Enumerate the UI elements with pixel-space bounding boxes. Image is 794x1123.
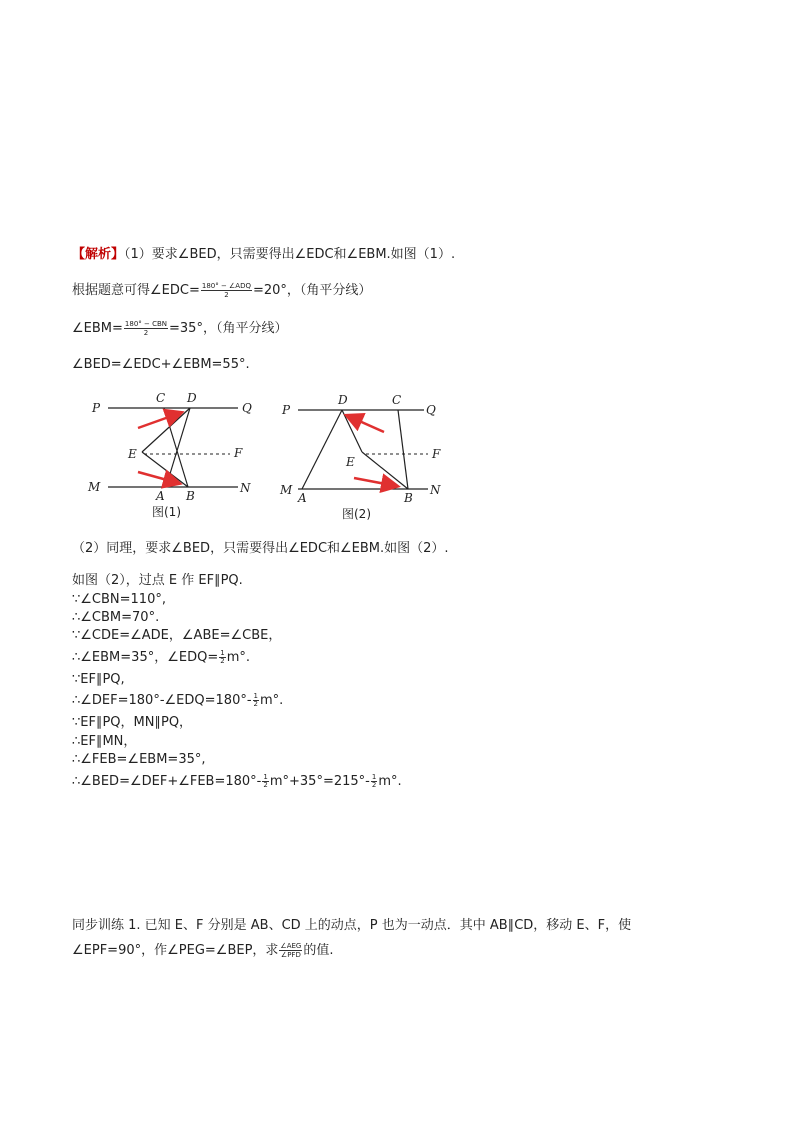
fraction-edc: $\frac{\text{180° − ∠ADQ}}{2}$	[201, 282, 251, 299]
training-line-1: 同步训练 1. 已知 E、F 分别是 AB、CD 上的动点，P 也为一动点．其中 AB∥CD，移动 E、F，使	[72, 918, 632, 933]
arrow-upper	[348, 416, 384, 432]
segment-da	[302, 410, 342, 489]
label-m: M	[280, 483, 293, 497]
segment-da	[166, 408, 190, 487]
part2-line-10: ∴EF∥MN，	[72, 734, 137, 749]
fraction-half: $\frac{1}{2}$	[263, 773, 268, 789]
fraction-ebm: $\frac{\text{180° − CBN}}{2}$	[124, 320, 168, 337]
label-q: Q	[426, 403, 436, 417]
arrow-upper	[138, 413, 180, 428]
segment-cb	[398, 410, 408, 489]
fraction-aeg-pfd: $\frac{\text{∠AEG}}{\text{∠PFD}}$	[280, 942, 302, 959]
fraction-half: $\frac{1}{2}$	[253, 692, 258, 708]
label-n: N	[430, 483, 441, 497]
part2-line-4: ∴∠CBM=70°.	[72, 610, 160, 625]
label-e: E	[128, 447, 137, 461]
part2-line-3: ∵∠CBN=110°,	[72, 592, 166, 607]
label-a: A	[298, 491, 307, 505]
figure-1-caption: 图(1)	[152, 505, 181, 519]
fraction-half: $\frac{1}{2}$	[371, 773, 377, 789]
label-m: M	[88, 480, 101, 494]
label-p: P	[282, 403, 291, 417]
part2-line-5: ∵∠CDE=∠ADE，∠ABE=∠CBE，	[72, 628, 282, 643]
figure-1	[80, 386, 270, 522]
part2-line-6: ∴∠EBM=35°，∠EDQ= $\frac{1}{2}$ m°.	[72, 649, 250, 665]
label-f: F	[234, 446, 243, 460]
label-n: N	[240, 481, 251, 495]
analysis-line-2: 根据题意可得∠EDC= $\frac{\text{180° − ∠ADQ}}{2}$ =20°，（角平分线）	[72, 282, 372, 299]
analysis-line-3: ∠EBM= $\frac{\text{180° − CBN}}{2}$ =35°，（角平分线）	[72, 320, 288, 337]
part2-line-8: ∴∠DEF=180°-∠EDQ=180°- $\frac{1}{2}$ m°.	[72, 692, 284, 708]
figure-2	[276, 388, 466, 524]
analysis-line-1: 【解析】（1）要求∠BED，只需要得出∠EDC和∠EBM.如图（1）.	[72, 247, 456, 262]
label-c: C	[156, 391, 166, 405]
segment-cb	[164, 408, 188, 487]
label-q: Q	[242, 401, 252, 415]
part2-line-1: （2）同理，要求∠BED，只需要得出∠EDC和∠EBM.如图（2）.	[72, 541, 449, 556]
segment-eb	[142, 452, 188, 487]
label-b: B	[404, 491, 413, 505]
training-line-2: ∠EPF=90°，作∠PEG=∠BEP，求 $\frac{\text{∠AEG}}{\text{∠PFD}}$ 的值.	[72, 942, 334, 959]
label-d: D	[187, 391, 197, 405]
label-c: C	[392, 393, 402, 407]
label-a: A	[156, 489, 165, 503]
arrow-lower	[354, 478, 396, 486]
label-p: P	[92, 401, 101, 415]
label-f: F	[432, 447, 441, 461]
arrow-lower	[138, 472, 178, 483]
analysis-line-4: ∠BED=∠EDC+∠EBM=55°.	[72, 357, 250, 372]
label-e: E	[346, 455, 355, 469]
fraction-half: $\frac{1}{2}$	[220, 649, 225, 665]
segment-de	[342, 410, 362, 452]
part2-line-7: ∵EF∥PQ,	[72, 672, 125, 687]
part2-line-2: 如图（2），过点 E 作 EF∥PQ.	[72, 573, 243, 588]
part2-line-9: ∵EF∥PQ，MN∥PQ，	[72, 715, 193, 730]
analysis-tag: 【解析】	[72, 247, 125, 262]
figure-2-caption: 图(2)	[342, 507, 371, 521]
part2-line-11: ∴∠FEB=∠EBM=35°,	[72, 752, 206, 767]
part2-line-12: ∴∠BED=∠DEF+∠FEB=180°- $\frac{1}{2}$ m°+35°=215°- $\frac{1}{2}$ m°.	[72, 773, 402, 789]
label-d: D	[338, 393, 348, 407]
label-b: B	[186, 489, 195, 503]
